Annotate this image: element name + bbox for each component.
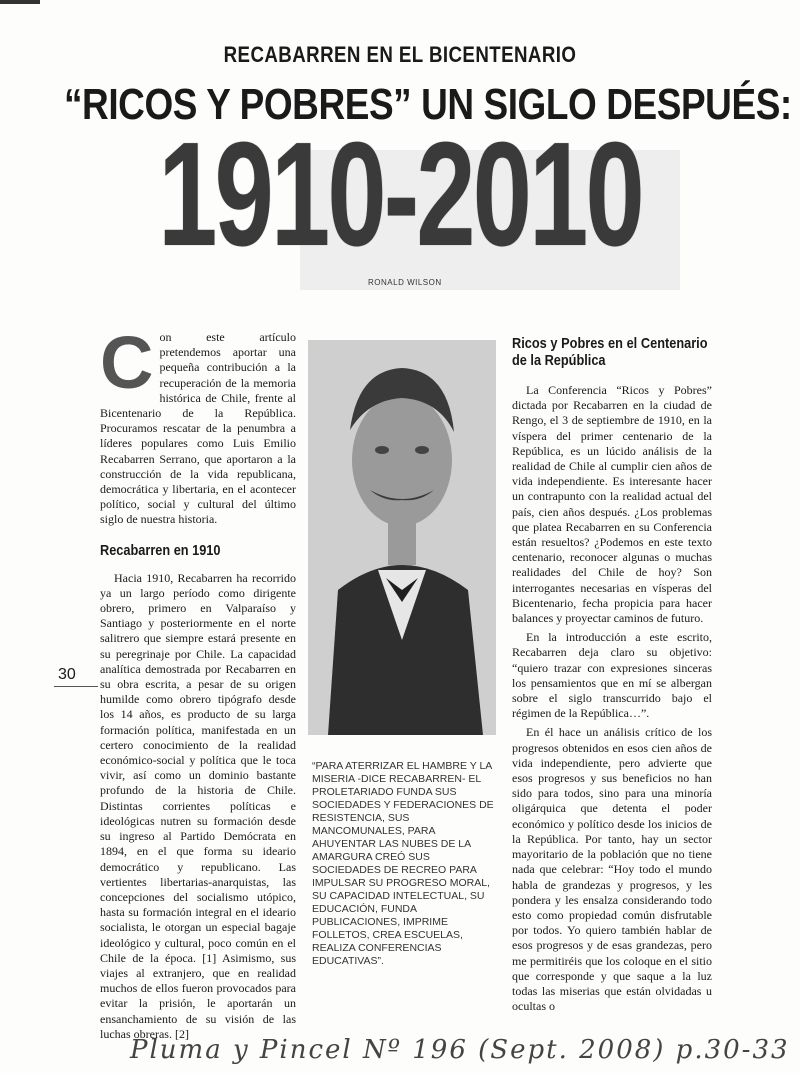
page-number-rule	[54, 686, 98, 687]
column-right	[512, 335, 712, 1018]
subhead-recabarren-1910: Recabarren en 1910	[100, 541, 221, 559]
scan-mark	[0, 0, 40, 4]
page-number: 30	[58, 666, 76, 683]
handwritten-note: Pluma y Pincel Nº 196 (Sept. 2008) p.30-33	[130, 1035, 790, 1065]
drop-cap: C	[100, 321, 154, 404]
kicker: RECABARREN EN EL BICENTENARIO	[223, 42, 577, 67]
body-paragraph: En la introducción a este escrito, Recabarren deja claro su objetivo: “quiero trazar con expresiones sinceras los pensamientos que en mí se albergan sobre el siglo transcurrido bajo el régimen de la República…”.	[512, 630, 712, 721]
subhead-centenario: Ricos y Pobres en el Centenario de la República	[512, 335, 708, 369]
body-paragraph: En él hace un análisis crítico de los progresos obtenidos en esos cien años de vida independiente, pero advierte que esos progresos y sus beneficios no han sido para todos, sino para una minoría oligárquica que detenta el poder económico y político desde los inicios de la República. Por tanto, hay un sector mayoritario de la población que no tiene nada que celebrar: “Hoy todo el mundo habla de grandezas y progresos, y les pondera y les ensalza considerando todo esto como propiedad común disfrutable por todos. Yo quiero también hablar de esos progresos y de esas grandezas, pero me permitiréis que los coloque en el sitio que corresponde y que saque a la luz todas las miserias que están olvidadas u ocultas o	[512, 725, 712, 1014]
photo-caption: “PARA ATERRIZAR EL HAMBRE Y LA MISERIA -DICE RECABARREN- EL PROLETARIADO FUNDA SUS SOCIEDADES Y FEDERACIONES DE RESISTENCIA, SUS MANCOMUNALES, PARA AHUYENTAR LAS NUBES DE LA AMARGURA CREÓ SUS SOCIEDADES DE RECREO PARA IMPULSAR SU PROGRESO MORAL, SU CAPACIDAD INTELECTUAL, SU EDUCACIÓN, FUNDA PUBLICACIONES, IMPRIME FOLLETOS, CREA ESCUELAS, REALIZA CONFERENCIAS EDUCATIVAS”.	[312, 760, 494, 967]
intro-paragraph: on este artículo pretendemos aportar una pequeña contribución a la recuperación de la memoria histórica de Chile, frente al Bicentenario de la República. Procuramos rescatar de la penumbra a líderes populares como Luis Emilio Recabarren Serrano, que aportaron a la construcción de la vida republicana, democrática y libertaria, en el acontecer político, social y cultural del último siglo de nuestra historia.	[100, 330, 296, 527]
column-left	[100, 321, 296, 1046]
portrait-illustration	[308, 340, 496, 735]
headline-years: 1910-2010	[158, 112, 642, 277]
headline: “RICOS Y POBRES” UN SIGLO DESPUÉS:	[64, 80, 792, 129]
portrait-photo	[308, 340, 496, 735]
body-paragraph: Hacia 1910, Recabarren ha recorrido ya un largo período como dirigente obrero, primero en Valparaíso y Santiago y posteriormente en el norte salitrero que siempre estará presente en su peregrinaje por Chile. La capacidad analítica demostrada por Recabarren en su obra escrita, a pesar de su origen humilde como obrero tipógrafo desde los 14 años, es producto de su larga formación política, manifestada en un certero conocimiento de la realidad económico-social y política que le toca vivir, así como un dominio bastante profundo de la historia de Chile. Distintas corrientes políticas e ideológicas nutren su formación desde su ingreso al Partido Demócrata en 1894, en el que forma su ideario democrático y republicano. Las vertientes libertarias-anarquistas, las concepciones del socialismo utópico, hasta su formación integral en el ideario socialista, le otorgan un especial bagaje ideológico y cultural, poco común en el Chile de la época. [1] Asimismo, sus viajes al extranjero, que en realidad muchos de ellos fueron provocados para evitar la prisión, le aportarán un ensanchamiento de su visión de las luchas obreras. [2]	[100, 570, 296, 1041]
byline: RONALD WILSON	[368, 278, 442, 287]
body-paragraph: La Conferencia “Ricos y Pobres” dictada por Recabarren en la ciudad de Rengo, el 3 de septiembre de 1910, en la víspera del primer centenario de la República, es un lúcido análisis de la realidad de Chile al cumplir cien años de vida independiente. Es interesante hacer un contrapunto con la realidad actual del país, cien años después. ¿Los problemas que platea Recabarren en su Conferencia están resueltos? ¿Podemos en este texto centenario, reconocer algunas o muchas realidades del Chile de hoy? Son interrogantes necesarias en vísperas del Bicentenario, fecha propicia para hacer balances y proyectar caminos de futuro.	[512, 383, 712, 626]
